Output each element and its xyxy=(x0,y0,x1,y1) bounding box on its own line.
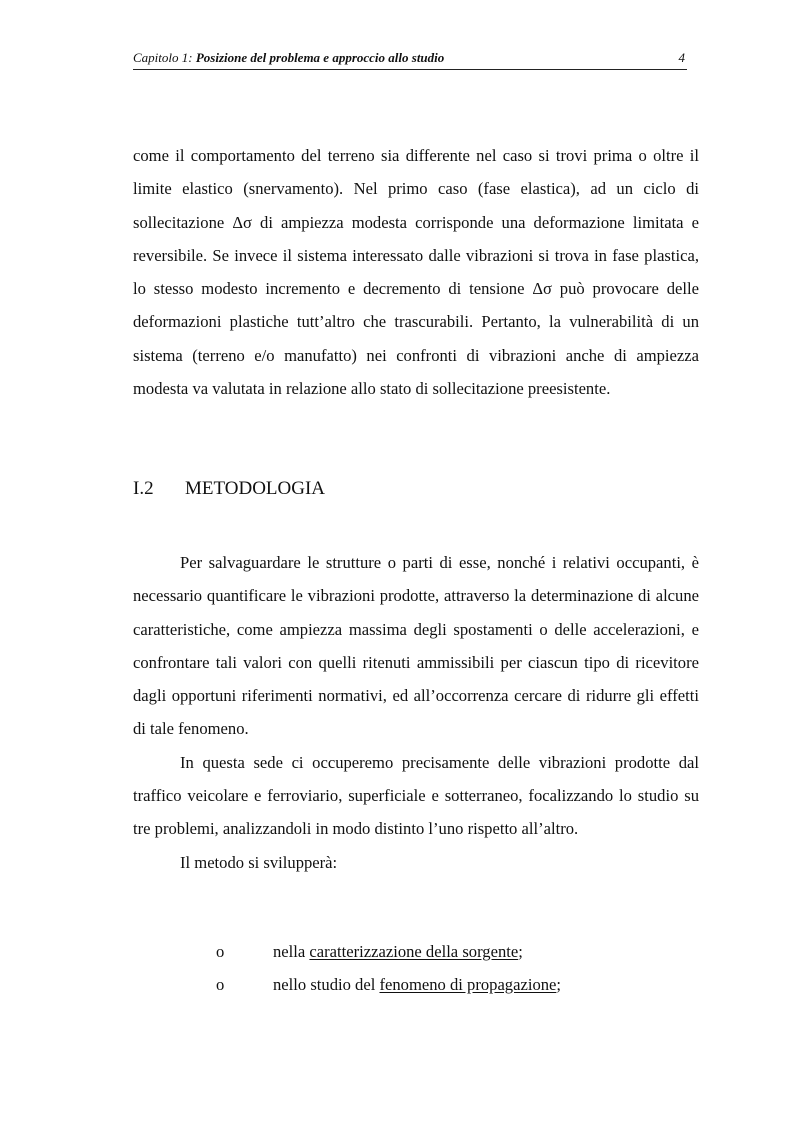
running-header xyxy=(133,49,687,70)
section-heading xyxy=(133,478,325,500)
paragraph-1-text-b: di ampiezza modesta corrisponde una deformazione limitata e reversibile. Se invece il sistema interessato dalle vibrazioni si trova in fase plastica, lo stesso modesto incremento e decremento di tensione xyxy=(133,212,699,299)
paragraph-4: Il metodo si svilupperà: xyxy=(180,852,338,872)
list-item-underlined: caratterizzazione della sorgente xyxy=(309,942,519,961)
list-item xyxy=(216,968,561,1001)
list-item-text: nella xyxy=(273,942,310,961)
list-item-suffix: ; xyxy=(556,975,562,994)
section-title: METODOLOGIA xyxy=(185,478,326,499)
paragraph-1 xyxy=(133,139,699,405)
section-body xyxy=(133,546,699,879)
list-item-suffix: ; xyxy=(518,942,523,961)
chapter-label: Capitolo 1: xyxy=(133,50,193,65)
paragraph-2: Per salvaguardare le strutture o parti di esse, nonché i relativi occupanti, è necessario quantificare le vibrazioni prodotte, attraverso la determinazione di alcune caratteristiche, come ampiezza massima degli spostamenti o delle accelerazioni, e confrontare tali valori con quelli ritenuti ammissibili per ciascun tipo di ricevitore dagli opportuni riferimenti normativi, ed all’occorrenza cercare di ridurre gli effetti di tale fenomeno. xyxy=(133,553,699,739)
paragraph-intro xyxy=(133,139,699,405)
list-item-underlined: fenomeno di propagazione xyxy=(379,975,557,994)
list-item-text: nello studio del xyxy=(273,975,380,994)
chapter-title: Posizione del problema e approccio allo studio xyxy=(195,50,445,65)
delta-sigma-symbol: Δσ xyxy=(532,279,552,299)
delta-sigma-symbol: Δσ xyxy=(232,212,252,232)
header-left xyxy=(133,50,444,66)
list-item xyxy=(216,935,523,968)
paragraph-1-text-a: come il comportamento del terreno sia differente nel caso si trovi prima o oltre il limite elastico (snervamento). Nel primo caso (fase elastica), ad un ciclo di sollecitazione xyxy=(133,146,699,232)
bullet-marker: o xyxy=(216,975,225,994)
page-number: 4 xyxy=(678,50,685,65)
section-number: I.2 xyxy=(133,478,154,499)
paragraph-1-text-c: può provocare delle deformazioni plastiche tutt’altro che trascurabili. Pertanto, la vulnerabilità di un sistema (terreno e/o manufatto) nei confronti di vibrazioni anche di ampiezza modesta va valutata in relazione allo stato di sollecitazione preesistente. xyxy=(133,279,700,399)
bullet-marker: o xyxy=(216,942,225,961)
paragraph-3: In questa sede ci occuperemo precisamente delle vibrazioni prodotte dal traffico veicolare e ferroviario, superficiale e sotterraneo, focalizzando lo studio su tre problemi, analizzandoli in modo distinto l’uno rispetto all’altro. xyxy=(133,752,699,839)
